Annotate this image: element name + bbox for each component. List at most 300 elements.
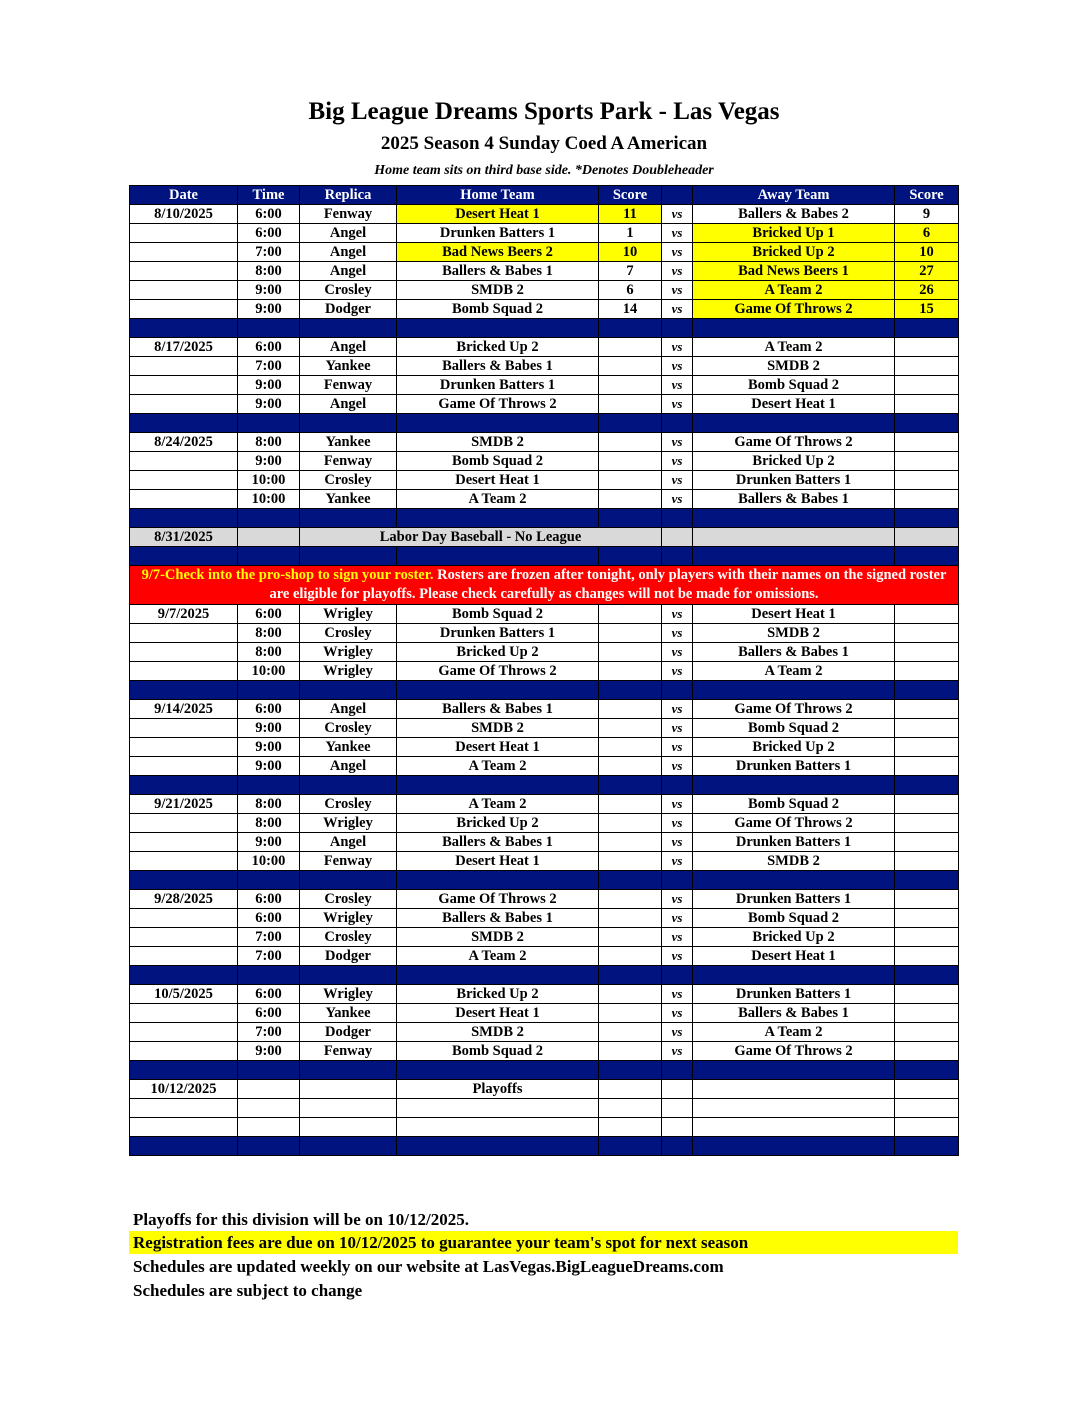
date-cell — [130, 852, 238, 871]
game-row — [130, 852, 959, 871]
away-score-cell: 26 — [895, 281, 959, 300]
away-team-cell: Drunken Batters 1 — [693, 890, 895, 909]
footer-subject-to-change: Schedules are subject to change — [133, 1281, 363, 1300]
time-cell: 7:00 — [238, 1023, 300, 1042]
separator-cell — [895, 509, 959, 528]
away-score-cell — [895, 985, 959, 1004]
away-team-cell: Bricked Up 2 — [693, 452, 895, 471]
vs-cell: vs — [662, 700, 693, 719]
time-cell: 8:00 — [238, 814, 300, 833]
away-score-cell — [895, 490, 959, 509]
home-team-cell: SMDB 2 — [397, 1023, 599, 1042]
replica-field-cell: Dodger — [300, 947, 397, 966]
away-team-cell: Bricked Up 1 — [693, 224, 895, 243]
roster-notice-row — [130, 566, 959, 605]
home-score-cell — [599, 452, 662, 471]
game-row — [130, 605, 959, 624]
date-cell: 9/7/2025 — [130, 605, 238, 624]
separator-cell — [397, 871, 599, 890]
empty-cell — [300, 1099, 397, 1118]
page-title: Big League Dreams Sports Park - Las Vegas — [308, 98, 780, 125]
time-cell: 7:00 — [238, 928, 300, 947]
week-separator-row — [130, 871, 959, 890]
away-team-cell: Ballers & Babes 1 — [693, 1004, 895, 1023]
separator-cell — [599, 414, 662, 433]
time-cell — [238, 528, 300, 547]
away-team-cell: Drunken Batters 1 — [693, 471, 895, 490]
game-row — [130, 1004, 959, 1023]
replica-field-cell: Crosley — [300, 471, 397, 490]
home-team-cell: Desert Heat 1 — [397, 205, 599, 224]
date-cell — [130, 452, 238, 471]
home-team-cell: Drunken Batters 1 — [397, 224, 599, 243]
away-score-cell: 9 — [895, 205, 959, 224]
separator-cell — [130, 414, 238, 433]
replica-field-cell: Crosley — [300, 890, 397, 909]
page-subtitle: 2025 Season 4 Sunday Coed A American — [380, 133, 708, 154]
game-row — [130, 224, 959, 243]
replica-field-cell: Angel — [300, 757, 397, 776]
game-row — [130, 700, 959, 719]
schedule-body — [130, 205, 959, 1156]
away-score-cell — [895, 947, 959, 966]
separator-cell — [662, 509, 693, 528]
away-team-cell: Desert Heat 1 — [693, 605, 895, 624]
separator-cell — [238, 871, 300, 890]
away-team-cell: Ballers & Babes 2 — [693, 205, 895, 224]
home-team-cell: Ballers & Babes 1 — [397, 909, 599, 928]
home-score-cell — [599, 1042, 662, 1061]
away-score-cell — [895, 757, 959, 776]
away-score-cell — [895, 738, 959, 757]
date-cell: 9/21/2025 — [130, 795, 238, 814]
separator-cell — [397, 414, 599, 433]
home-team-cell: Bomb Squad 2 — [397, 452, 599, 471]
separator-cell — [130, 547, 238, 566]
date-cell — [130, 757, 238, 776]
time-cell: 7:00 — [238, 947, 300, 966]
away-score-cell — [895, 928, 959, 947]
time-cell: 9:00 — [238, 757, 300, 776]
separator-cell — [662, 776, 693, 795]
playoffs-label: Playoffs — [397, 1080, 599, 1099]
date-cell — [130, 262, 238, 281]
home-score-cell — [599, 890, 662, 909]
separator-cell — [895, 776, 959, 795]
date-cell: 8/24/2025 — [130, 433, 238, 452]
away-team-cell: SMDB 2 — [693, 357, 895, 376]
separator-cell — [693, 319, 895, 338]
home-score-cell — [599, 376, 662, 395]
week-separator-row — [130, 966, 959, 985]
separator-cell — [130, 1137, 238, 1156]
roster-notice-lead: 9/7-Check into the pro-shop to sign your roster. — [141, 567, 434, 583]
roster-notice-text: Rosters are frozen after tonight, only players with their names on the signed roster are eligible for playoffs. Please check carefully as changes will not be made for omissions. — [269, 567, 947, 602]
vs-cell: vs — [662, 262, 693, 281]
footer-registration: Registration fees are due on 10/12/2025 to guarantee your team's spot for next season — [129, 1231, 958, 1254]
replica-field-cell: Wrigley — [300, 985, 397, 1004]
no-league-row — [130, 528, 959, 547]
date-cell — [130, 1004, 238, 1023]
away-team-cell: A Team 2 — [693, 1023, 895, 1042]
separator-cell — [130, 681, 238, 700]
game-row — [130, 376, 959, 395]
empty-cell — [238, 1099, 300, 1118]
away-team-cell: Drunken Batters 1 — [693, 757, 895, 776]
date-cell — [130, 833, 238, 852]
home-team-cell: SMDB 2 — [397, 928, 599, 947]
separator-cell — [300, 776, 397, 795]
vs-cell: vs — [662, 643, 693, 662]
separator-cell — [130, 319, 238, 338]
away-score-cell — [895, 433, 959, 452]
separator-cell — [599, 547, 662, 566]
away-team-cell: Ballers & Babes 1 — [693, 643, 895, 662]
separator-cell — [300, 1061, 397, 1080]
home-team-cell: A Team 2 — [397, 757, 599, 776]
home-score-cell — [599, 928, 662, 947]
home-score-cell — [599, 338, 662, 357]
away-score-cell — [895, 338, 959, 357]
separator-cell — [895, 966, 959, 985]
col-time: Time — [238, 186, 300, 205]
date-cell — [130, 376, 238, 395]
replica-field-cell: Dodger — [300, 1023, 397, 1042]
replica-field-cell: Crosley — [300, 795, 397, 814]
home-team-cell: Ballers & Babes 1 — [397, 833, 599, 852]
replica-field-cell: Wrigley — [300, 662, 397, 681]
away-score-cell — [895, 1023, 959, 1042]
away-team-cell: Bricked Up 2 — [693, 928, 895, 947]
separator-cell — [300, 681, 397, 700]
home-score-cell — [599, 1004, 662, 1023]
home-score-cell: 11 — [599, 205, 662, 224]
week-separator-row — [130, 319, 959, 338]
empty-cell — [599, 1099, 662, 1118]
away-score-cell: 15 — [895, 300, 959, 319]
vs-cell: vs — [662, 662, 693, 681]
home-score-cell — [599, 852, 662, 871]
separator-cell — [397, 681, 599, 700]
home-team-cell: Game Of Throws 2 — [397, 662, 599, 681]
separator-cell — [397, 319, 599, 338]
date-cell — [130, 909, 238, 928]
time-cell: 6:00 — [238, 985, 300, 1004]
away-team-cell: Game Of Throws 2 — [693, 1042, 895, 1061]
home-score-cell — [599, 1023, 662, 1042]
separator-cell — [662, 681, 693, 700]
separator-cell — [662, 414, 693, 433]
game-row — [130, 243, 959, 262]
game-row — [130, 757, 959, 776]
replica-field-cell: Angel — [300, 395, 397, 414]
home-score-cell — [599, 395, 662, 414]
home-score-cell — [599, 433, 662, 452]
separator-cell — [300, 547, 397, 566]
col-replica: Replica — [300, 186, 397, 205]
vs-cell: vs — [662, 719, 693, 738]
separator-cell — [130, 871, 238, 890]
away-team-cell: Desert Heat 1 — [693, 395, 895, 414]
empty-cell — [895, 1080, 959, 1099]
vs-cell — [662, 528, 693, 547]
date-cell: 10/12/2025 — [130, 1080, 238, 1099]
away-team-cell: Bad News Beers 1 — [693, 262, 895, 281]
separator-cell — [693, 776, 895, 795]
replica-field-cell: Fenway — [300, 205, 397, 224]
away-score-cell — [895, 605, 959, 624]
separator-cell — [662, 1061, 693, 1080]
separator-cell — [693, 966, 895, 985]
col-away-score: Score — [895, 186, 959, 205]
home-team-cell: SMDB 2 — [397, 281, 599, 300]
away-team-cell: Bomb Squad 2 — [693, 719, 895, 738]
away-score-cell — [895, 376, 959, 395]
game-row — [130, 719, 959, 738]
home-team-cell: SMDB 2 — [397, 719, 599, 738]
home-team-cell: A Team 2 — [397, 947, 599, 966]
roster-notice — [130, 566, 959, 605]
separator-cell — [662, 966, 693, 985]
home-team-cell: Bricked Up 2 — [397, 814, 599, 833]
separator-cell — [599, 681, 662, 700]
time-cell: 9:00 — [238, 300, 300, 319]
time-cell: 9:00 — [238, 395, 300, 414]
time-cell: 9:00 — [238, 452, 300, 471]
date-cell — [130, 1042, 238, 1061]
away-score-cell — [895, 528, 959, 547]
home-team-cell: A Team 2 — [397, 490, 599, 509]
game-row — [130, 452, 959, 471]
date-cell — [130, 643, 238, 662]
separator-cell — [662, 1137, 693, 1156]
separator-cell — [300, 319, 397, 338]
home-team-cell: A Team 2 — [397, 795, 599, 814]
separator-cell — [599, 1061, 662, 1080]
blank-row — [130, 1099, 959, 1118]
home-team-cell: Ballers & Babes 1 — [397, 357, 599, 376]
date-cell — [130, 738, 238, 757]
vs-cell: vs — [662, 947, 693, 966]
time-cell: 9:00 — [238, 738, 300, 757]
home-score-cell — [599, 814, 662, 833]
home-score-cell — [599, 795, 662, 814]
game-row — [130, 833, 959, 852]
replica-field-cell: Fenway — [300, 852, 397, 871]
home-score-cell: 7 — [599, 262, 662, 281]
separator-cell — [895, 681, 959, 700]
home-team-cell: Bomb Squad 2 — [397, 605, 599, 624]
away-team-cell: Bomb Squad 2 — [693, 376, 895, 395]
away-team-cell: Game Of Throws 2 — [693, 814, 895, 833]
away-team-cell: Game Of Throws 2 — [693, 300, 895, 319]
vs-cell: vs — [662, 224, 693, 243]
date-cell: 8/10/2025 — [130, 205, 238, 224]
away-score-cell: 6 — [895, 224, 959, 243]
replica-field-cell — [300, 1080, 397, 1099]
home-team-cell: Bricked Up 2 — [397, 985, 599, 1004]
away-team-cell: Desert Heat 1 — [693, 947, 895, 966]
home-team-cell: Game Of Throws 2 — [397, 395, 599, 414]
separator-cell — [895, 547, 959, 566]
replica-field-cell: Wrigley — [300, 643, 397, 662]
seating-note: Home team sits on third base side. *Denotes Doubleheader — [374, 163, 714, 178]
separator-cell — [238, 319, 300, 338]
away-score-cell: 10 — [895, 243, 959, 262]
home-score-cell — [599, 357, 662, 376]
date-cell: 9/28/2025 — [130, 890, 238, 909]
replica-field-cell: Angel — [300, 224, 397, 243]
away-team-cell: SMDB 2 — [693, 852, 895, 871]
separator-cell — [238, 1061, 300, 1080]
home-score-cell: 10 — [599, 243, 662, 262]
separator-cell — [300, 509, 397, 528]
footer-website: Schedules are updated weekly on our website at LasVegas.BigLeagueDreams.com — [133, 1257, 724, 1276]
away-score-cell — [895, 1042, 959, 1061]
empty-cell — [662, 1118, 693, 1137]
separator-cell — [130, 1061, 238, 1080]
home-score-cell — [599, 471, 662, 490]
home-team-cell: Ballers & Babes 1 — [397, 262, 599, 281]
vs-cell: vs — [662, 357, 693, 376]
week-separator-row — [130, 776, 959, 795]
replica-field-cell: Yankee — [300, 1004, 397, 1023]
replica-field-cell: Wrigley — [300, 814, 397, 833]
vs-cell: vs — [662, 452, 693, 471]
vs-cell: vs — [662, 433, 693, 452]
replica-field-cell: Crosley — [300, 719, 397, 738]
game-row — [130, 814, 959, 833]
home-score-cell — [599, 833, 662, 852]
separator-cell — [397, 547, 599, 566]
separator-cell — [238, 966, 300, 985]
home-team-cell: Desert Heat 1 — [397, 738, 599, 757]
vs-cell: vs — [662, 1004, 693, 1023]
date-cell — [130, 300, 238, 319]
time-cell: 6:00 — [238, 224, 300, 243]
time-cell: 6:00 — [238, 700, 300, 719]
away-score-cell — [895, 909, 959, 928]
vs-cell: vs — [662, 243, 693, 262]
game-row — [130, 357, 959, 376]
game-row — [130, 643, 959, 662]
date-cell: 9/14/2025 — [130, 700, 238, 719]
empty-cell — [895, 1099, 959, 1118]
time-cell: 6:00 — [238, 890, 300, 909]
away-score-cell — [895, 852, 959, 871]
away-team-cell: Bricked Up 2 — [693, 738, 895, 757]
vs-cell: vs — [662, 1023, 693, 1042]
home-score-cell — [599, 700, 662, 719]
separator-cell — [662, 871, 693, 890]
game-row — [130, 985, 959, 1004]
home-team-cell: Game Of Throws 2 — [397, 890, 599, 909]
separator-cell — [895, 1137, 959, 1156]
separator-cell — [662, 547, 693, 566]
time-cell: 8:00 — [238, 795, 300, 814]
no-league-message: Labor Day Baseball - No League — [300, 528, 662, 547]
game-row — [130, 738, 959, 757]
replica-field-cell: Angel — [300, 262, 397, 281]
vs-cell: vs — [662, 757, 693, 776]
separator-cell — [693, 1061, 895, 1080]
away-score-cell — [895, 471, 959, 490]
empty-cell — [693, 1099, 895, 1118]
home-score-cell — [599, 624, 662, 643]
date-cell — [130, 1023, 238, 1042]
time-cell: 9:00 — [238, 376, 300, 395]
blank-row — [130, 1118, 959, 1137]
away-team-cell: A Team 2 — [693, 281, 895, 300]
vs-cell: vs — [662, 738, 693, 757]
away-team-cell: Game Of Throws 2 — [693, 700, 895, 719]
game-row — [130, 490, 959, 509]
time-cell: 6:00 — [238, 605, 300, 624]
away-team-cell: A Team 2 — [693, 662, 895, 681]
home-score-cell — [599, 738, 662, 757]
vs-cell: vs — [662, 300, 693, 319]
away-score-cell — [895, 624, 959, 643]
vs-cell: vs — [662, 852, 693, 871]
separator-cell — [895, 1061, 959, 1080]
vs-cell: vs — [662, 909, 693, 928]
away-team-cell: Bomb Squad 2 — [693, 795, 895, 814]
replica-field-cell: Crosley — [300, 928, 397, 947]
replica-field-cell: Wrigley — [300, 605, 397, 624]
home-score-cell — [599, 757, 662, 776]
away-score-cell — [895, 643, 959, 662]
away-score-cell — [895, 1004, 959, 1023]
game-row — [130, 890, 959, 909]
replica-field-cell: Angel — [300, 833, 397, 852]
game-row — [130, 947, 959, 966]
date-cell — [130, 719, 238, 738]
vs-cell: vs — [662, 814, 693, 833]
week-separator-row — [130, 414, 959, 433]
home-score-cell — [599, 643, 662, 662]
home-score-cell — [599, 719, 662, 738]
away-team-cell: A Team 2 — [693, 338, 895, 357]
separator-cell — [895, 319, 959, 338]
away-team-cell: Bricked Up 2 — [693, 243, 895, 262]
col-date: Date — [130, 186, 238, 205]
separator-cell — [238, 681, 300, 700]
vs-cell: vs — [662, 985, 693, 1004]
time-cell: 7:00 — [238, 357, 300, 376]
replica-field-cell: Yankee — [300, 433, 397, 452]
separator-cell — [599, 966, 662, 985]
col-vs — [662, 186, 693, 205]
home-score-cell: 6 — [599, 281, 662, 300]
home-team-cell: Bomb Squad 2 — [397, 1042, 599, 1061]
replica-field-cell: Angel — [300, 338, 397, 357]
date-cell: 8/31/2025 — [130, 528, 238, 547]
away-score-cell — [895, 395, 959, 414]
time-cell: 9:00 — [238, 833, 300, 852]
home-score-cell — [599, 985, 662, 1004]
time-cell: 10:00 — [238, 662, 300, 681]
vs-cell: vs — [662, 624, 693, 643]
game-row — [130, 395, 959, 414]
game-row — [130, 909, 959, 928]
home-team-cell: Bomb Squad 2 — [397, 300, 599, 319]
separator-cell — [599, 1137, 662, 1156]
vs-cell: vs — [662, 376, 693, 395]
vs-cell: vs — [662, 281, 693, 300]
home-score-cell — [599, 947, 662, 966]
separator-cell — [300, 871, 397, 890]
date-cell — [130, 281, 238, 300]
